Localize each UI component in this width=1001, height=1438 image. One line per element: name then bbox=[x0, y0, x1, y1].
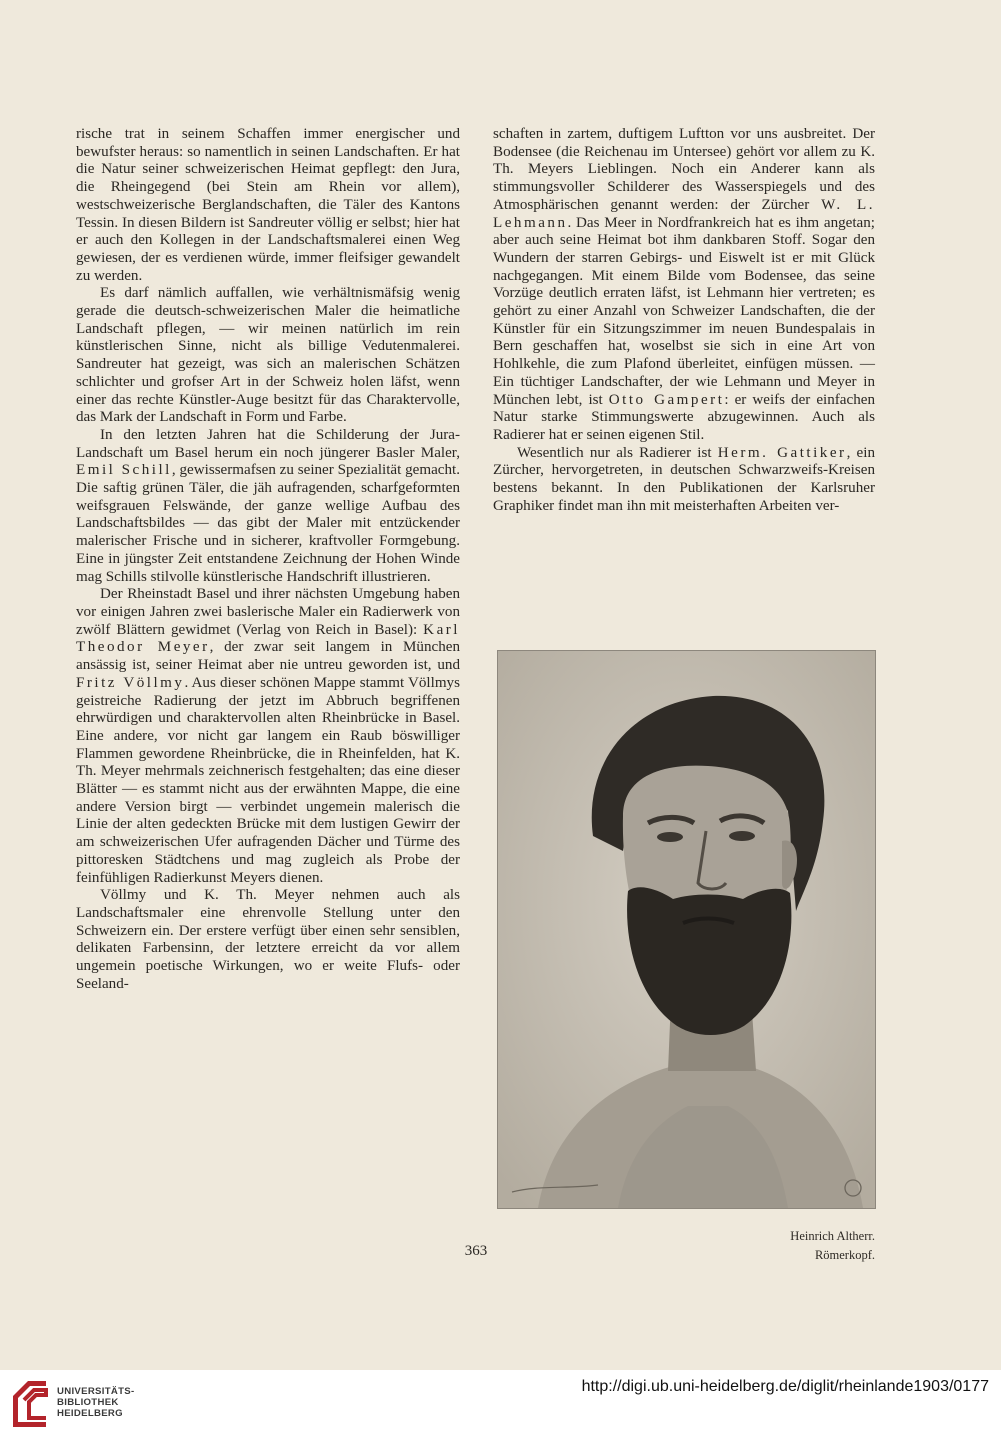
text-run: . Aus dieser schönen Mappe stammt Völlmys geistreiche Radierung der jetzt im Abbruch begriffenen ehrwürdigen und charaktervollen alten Rheinbrücke in Basel. Eine andere, vor nicht gar langem ein Raub böswilliger Flammen gewordene Rheinbrücke, die in Rheinfelden, hat K. Th. Meyer mehrmals zeichnerisch festgehalten; das eine dieser Blätter — es stammt nicht aus der erwähnten Mappe, die eine andere Version birgt — verbindet ungemein malerisch die Linie der alten gedeckten Brücke mit dem lustigen Gewirr der am schweizerischen Ufer aufragenden Dächer und Türme des pittoresken Städtchens und mag zugleich als Probe der feinfühligen Radierkunst Meyers dienen. bbox=[76, 674, 460, 886]
portrait-plate bbox=[497, 650, 876, 1209]
library-name-line: UNIVERSITÄTS- bbox=[57, 1386, 135, 1397]
library-name bbox=[57, 1386, 134, 1420]
portrait-illustration bbox=[498, 651, 875, 1208]
artist-name: Herm. Gattiker bbox=[717, 444, 847, 461]
caption-title: Römerkopf. bbox=[814, 1248, 875, 1262]
artist-name: Otto Gampert bbox=[608, 391, 725, 408]
library-name-line: BIBLIOTHEK bbox=[57, 1397, 119, 1409]
source-url-link[interactable]: http://digi.ub.uni-heidelberg.de/diglit/rheinlande1903/0177 bbox=[581, 1378, 989, 1395]
artist-name: Karl Theodor Meyer bbox=[76, 621, 460, 656]
text-run: : er weifs der einfachen Natur starke Stimmungswerte abzugewinnen. Auch als Radierer hat er seinen eigenen Stil. bbox=[493, 391, 875, 443]
artist-name: Emil Schill bbox=[76, 462, 172, 479]
paragraph: Völlmy und K. Th. Meyer nehmen auch als Landschaftsmaler eine ehrenvolle Stellung unter den Schweizern ein. Der erstere verfügt über einen sehr sensiblen, delikaten Farbensinn, der letztere erreicht da vor allem ungemein poetische Wirkungen, wo er weite Flufs- oder Seeland- bbox=[76, 887, 460, 992]
paragraph bbox=[493, 445, 875, 516]
caption-artist: Heinrich Altherr. bbox=[790, 1229, 875, 1243]
text-run: Wesentlich nur als Radierer ist bbox=[517, 444, 718, 461]
left-text-column bbox=[76, 126, 460, 993]
library-name-line: HEIDELBERG bbox=[57, 1408, 123, 1420]
text-run: , der zwar seit langem in München ansässig ist, seiner Heimat aber nie untreu geworden ist, und bbox=[76, 639, 460, 674]
artist-name: W. L. Lehmann bbox=[493, 196, 875, 231]
artist-name: Fritz Völlmy bbox=[76, 674, 185, 691]
text-run: . Das Meer in Nordfrankreich hat es ihm angetan; aber auch seine Heimat bot ihm dankbaren Stoff. Sogar den Wundern der starren Gebirgs- und Eiswelt ist er mit Glück nachgegangen. Mit einem Bilde vom Bodensee, das seine Vorzüge deutlich erraten läfst, ist Lehmann hier vertreten; es gehört zu einer Anzahl von Schweizer Landschaften, die der Künstler für ein Sitzungszimmer im neuen Bundespalais in Bern geschaffen hat, woselbst sie sich in eine Art von Hohlkehle, die zum Plafond überleitet, einfügen müssen. — Ein tüchtiger Landschafter, der wie Lehmann und Meyer in München lebt, ist bbox=[493, 214, 875, 408]
paragraph: rische trat in seinem Schaffen immer energischer und bewufster heraus: so namentlich in seinen Landschaften. Er hat die Natur seiner schweizerischen Heimat gepflegt: den Jura, die Rheingegend (bei Stein am Rhein vor allem), westschweizerische Berglandschaften, die Täler des Kantons Tessin. In diesen Bildern ist Sandreuter völlig er selbst; hier hat er auch den Kollegen in der Landschaftsmalerei einen Weg gewiesen, der es verdienen würde, immer fleifsiger gewandelt zu werden. bbox=[76, 126, 460, 284]
page-number: 363 bbox=[464, 1243, 488, 1259]
text-run: , ein Zürcher, hervorgetreten, in deutschen Schwarzweifs-Kreisen bestens bekannt. In den Publikationen der Karlsruher Graphiker findet man ihn mit meisterhaften Arbeiten ver- bbox=[493, 444, 875, 514]
text-run: , gewissermafsen zu seiner Spezialität gemacht. Die saftig grünen Täler, die jäh aufragenden, scharfgeformten weifsgrauen Felswände, der ganze wellige Aufbau des Landschaftsbildes — das gibt der Maler mit entzückender malerischer Frische und in sicherer, kraftvoller Formgebung. Eine in jüngster Zeit entstandene Zeichnung der Hohen Winde mag Schills stilvolle künstlerische Handschrift illustrieren. bbox=[76, 462, 461, 585]
paragraph bbox=[76, 427, 460, 586]
text-run: Der Rheinstadt Basel und ihrer nächsten Umgebung haben vor einigen Jahren zwei baslerische Maler ein Radierwerk von zwölf Blättern gewidmet (Verlag von Reich in Basel): bbox=[76, 586, 460, 638]
right-text-column bbox=[493, 126, 875, 515]
university-library-logo-icon[interactable] bbox=[10, 1378, 50, 1430]
paragraph: Es darf nämlich auffallen, wie verhältnismäfsig wenig gerade die deutsch-schweizerischen Maler die heimatliche Landschaft pflegen, — wir meinen natürlich im rein künstlerischen Sinne, nicht als billige Vedutenmalerei. Sandreuter hat gezeigt, was sich an malerischen Schätzen schlichter und grofser Art in der Schweiz holen läfst, wenn einer das rechte Künstler-Auge besitzt für das Charaktervolle, das Mark der Landschaft in Form und Farbe. bbox=[76, 285, 460, 426]
text-run: schaften in zartem, duftigem Luftton vor uns ausbreitet. Der Bodensee (die Reichenau im Untersee) gehört vor allem zu K. Th. Meyers Lieblingen. Noch ein Anderer kann als stimmungsvoller Schilderer des Wasserspiegels und des Atmosphärischen genannt werden: der Zürcher bbox=[493, 126, 875, 213]
text-run: In den letzten Jahren hat die Schilderung der Jura-Landschaft um Basel herum ein noch jüngerer Basler Maler, bbox=[76, 426, 460, 461]
paragraph bbox=[493, 126, 875, 445]
paragraph bbox=[76, 586, 460, 887]
library-footer bbox=[0, 1370, 1001, 1438]
